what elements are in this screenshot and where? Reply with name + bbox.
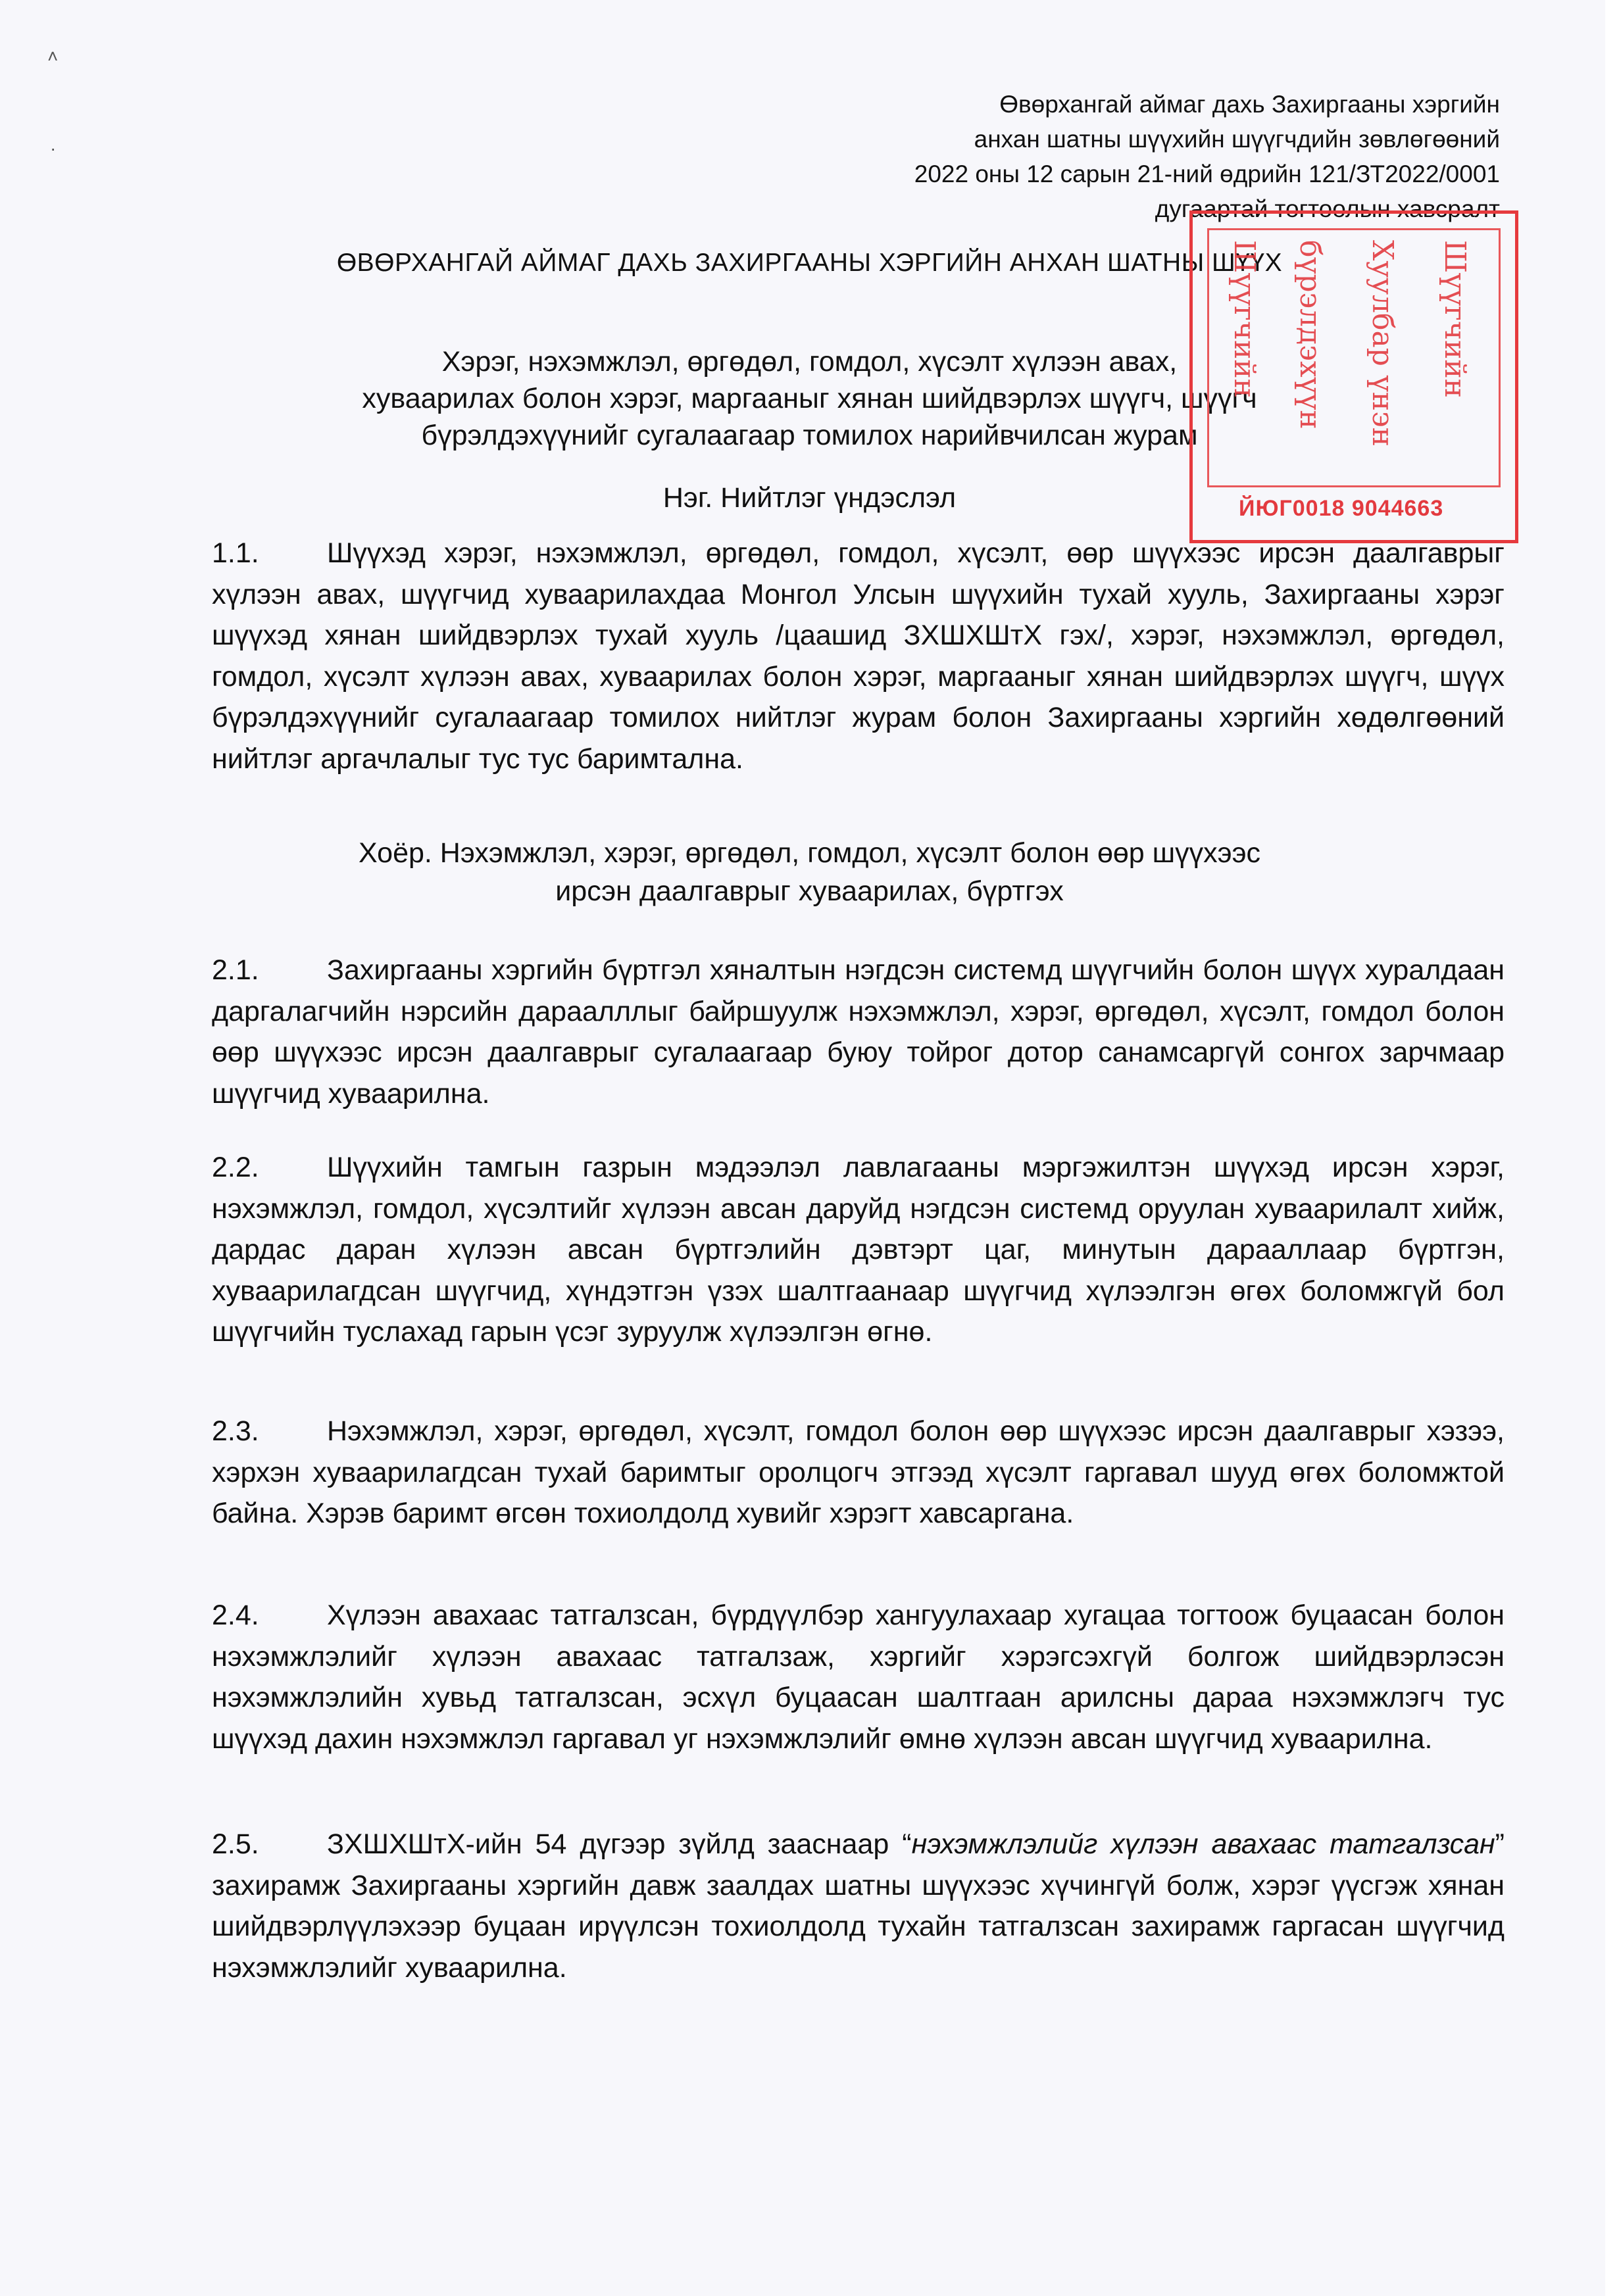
red-stamp xyxy=(1189,210,1518,543)
paragraph-text: Шүүхэд хэрэг, нэхэмжлэл, өргөдөл, гомдол, хүсэлт, өөр шүүхээс ирсэн даалгаврыг хүлээн авах, шүүгчид хуваарилахдаа Монгол Улсын шүүхийн тухай хууль, Захиргааны хэрэг шүүхэд хянан шийдвэрлэх тухай хууль /цаашид ЗХШХШтХ гэх/, хэрэг, нэхэмжлэл, өргөдөл, гомдол, хүсэлт хүлээн авах, хуваарилах болон хэрэг, маргааныг хянан шийдвэрлэх шүүгч, шүүх бүрэлдэхүүнийг сугалаагаар томилох нийтлэг журам болон Захиргааны хэргийн хөдөлгөөний нийтлэг аргачлалыг тус тус баримтална. xyxy=(212,537,1505,775)
court-title: ӨВӨРХАНГАЙ АЙМАГ ДАХЬ ЗАХИРГААНЫ ХЭРГИЙН АНХАН ШАТНЫ ШҮҮХ xyxy=(336,249,1283,277)
paragraph-text-b: ” захирамж Захиргааны хэргийн давж заалдах шатны шүүхээс хүчингүй болж, хэрэг үүсгэж хянан шийдвэрлүүлэхээр буцаан ирүүлсэн тохиолдолд тухайн татгалзсан захирамж гаргасан шүүгчид нэхэмжлэлийг хуваарилна. xyxy=(212,1828,1505,1984)
document-title-line-1: Хэрэг, нэхэмжлэл, өргөдөл, гомдол, хүсэлт хүлээн авах, xyxy=(441,346,1178,378)
appendix-line-3: 2022 оны 12 сарын 21-ний өдрийн 121/ЗТ2022/0001 xyxy=(914,160,1500,187)
paragraph-text-italic: нэхэмжлэлийг хүлээн авахаас татгалзсан xyxy=(911,1828,1495,1860)
paragraph-number: 2.1. xyxy=(212,954,259,986)
paragraph-text: Шүүхийн тамгын газрын мэдээлэл лавлагааны мэргэжилтэн шүүхэд ирсэн хэрэг, нэхэмжлэл, гомдол, хүсэлтийг хүлээн авсан даруйд нэгдсэн системд оруулан хуваарилалт хийж, дардас даран хүлээн авсан бүртгэлийн дэвтэрт цаг, минутын дарааллаар бүртгэн, хуваарилагдсан шүүгчид, хүндэтгэн үзэх шалтгаанаар шүүгчид хүлээлгэн өгөх боломжгүй бол шүүгчийн туслахад гарын үсэг зуруулж хүлээлгэн өгнө. xyxy=(212,1152,1505,1348)
paragraph-number: 1.1. xyxy=(212,537,259,569)
stamp-text-column-2: бүрэлдэхүүн xyxy=(1293,240,1327,429)
paragraph-2-3 xyxy=(212,1411,1505,1534)
appendix-note xyxy=(914,87,1500,226)
section-2-heading xyxy=(0,834,1619,910)
stamp-text-column-4: Шүүгчийн xyxy=(1438,240,1472,399)
section-2-heading-line-1: Хоёр. Нэхэмжлэл, хэрэг, өргөдөл, гомдол, хүсэлт болон өөр шүүхээс xyxy=(358,837,1261,869)
stamp-text-column-3: Хуулбар үнэн xyxy=(1366,240,1399,447)
document-title-line-3: бүрэлдэхүүнийг сугалаагаар томилох нарийвчилсан журам xyxy=(421,420,1198,451)
paragraph-2-1 xyxy=(212,950,1505,1114)
paragraph-2-5 xyxy=(212,1824,1505,1988)
paragraph-text: Нэхэмжлэл, хэрэг, өргөдөл, хүсэлт, гомдол болон өөр шүүхээс ирсэн даалгаврыг хэзээ, хэрхэн хуваарилагдсан тухай баримтыг оролцогч этгээд хүсэлт гаргавал шууд өгөх боломжтой байна. Хэрэв баримт өгсөн тохиолдолд хувийг хэрэгт хавсаргана. xyxy=(212,1415,1505,1529)
paragraph-text: Захиргааны хэргийн бүртгэл хяналтын нэгдсэн системд шүүгчийн болон шүүх хуралдаан даргалагчийн нэрсийн дараалллыг байршуулж нэхэмжлэл, хэрэг, өргөдөл, хүсэлт, гомдол болон өөр шүүхээс ирсэн даалгаврыг сугалаагаар буюу тойрог дотор санамсаргүй сонгох зарчмаар шүүгчид хуваарилна. xyxy=(212,954,1505,1110)
paragraph-number: 2.5. xyxy=(212,1828,259,1860)
appendix-line-2: анхан шатны шүүхийн шүүгчдийн зөвлөгөөний xyxy=(974,126,1500,153)
paragraph-1-1 xyxy=(212,533,1505,779)
section-1-heading: Нэг. Нийтлэг үндэслэл xyxy=(662,482,957,514)
paragraph-2-2 xyxy=(212,1147,1505,1353)
appendix-line-1: Өвөрхангай аймаг дахь Захиргааны хэргийн xyxy=(999,91,1500,118)
appendix-line-4: дугаартай тогтоолын хавсралт xyxy=(1155,195,1500,222)
paragraph-number: 2.2. xyxy=(212,1152,259,1183)
paragraph-text: Хүлээн авахаас татгалзсан, бүрдүүлбэр хангуулахаар хугацаа тогтоож буцаасан болон нэхэмжлэлийг хүлээн авахаас татгалзаж, хэргийг хэрэгсэхгүй болгож шийдвэрлэсэн нэхэмжлэлийн хувьд татгалзсан, эсхүл буцаасан шалтгаан арилсны дараа нэхэмжлэгч тус шүүхэд дахин нэхэмжлэл гаргавал уг нэхэмжлэлийг өмнө хүлээн авсан шүүгчид хуваарилна. xyxy=(212,1600,1505,1755)
stamp-code: ЙЮГ0018 9044663 xyxy=(1239,496,1444,521)
document-title-line-2: хуваарилах болон хэрэг, маргааныг хянан шийдвэрлэх шүүгч, шүүгч xyxy=(362,383,1257,414)
section-2-heading-line-2: ирсэн даалгаврыг хуваарилах, бүртгэх xyxy=(555,875,1064,907)
paragraph-text-a: ЗХШХШтХ-ийн 54 дүгээр зүйлд зааснаар “ xyxy=(327,1828,912,1860)
scan-speck-icon: · xyxy=(50,138,57,159)
paragraph-number: 2.4. xyxy=(212,1600,259,1631)
paragraph-number: 2.3. xyxy=(212,1415,259,1447)
paragraph-2-4 xyxy=(212,1595,1505,1759)
stamp-text-column-1: Шүүгчийн xyxy=(1228,240,1261,399)
scan-speck-icon: ˄ xyxy=(47,46,59,66)
